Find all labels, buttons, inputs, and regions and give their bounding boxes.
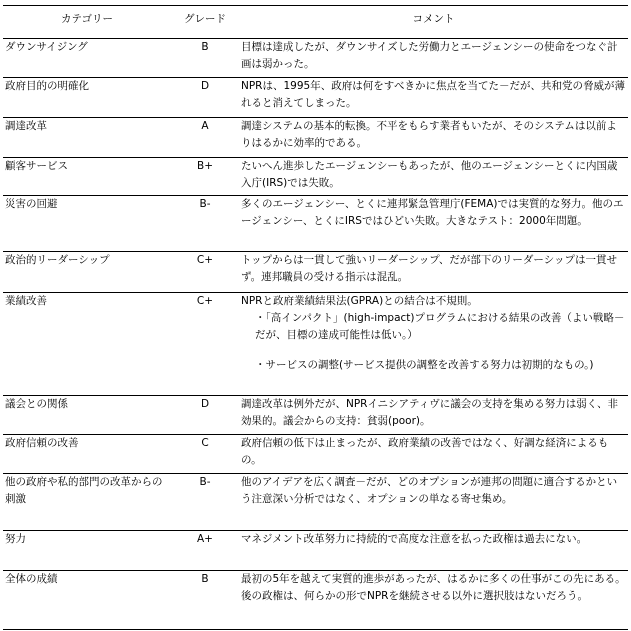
header-category: カテゴリー: [3, 6, 171, 39]
header-comment: コメント: [239, 6, 628, 39]
header-row: [3, 6, 628, 39]
comment-subitem: ・「高インパクト」(high-impact)プログラムにおける結果の改善（よい戦略－だが、目標の達成可能性は低い。）: [255, 312, 625, 341]
category-cell: 災害の回避: [3, 196, 171, 252]
table-row: [3, 435, 628, 474]
comment-cell: たいへん進歩したエージェンシーもあったが、他のエージェンシーとくに内国歳入庁(IRS)では失敗。: [239, 158, 628, 196]
table-row: [3, 252, 628, 293]
table-row: [3, 531, 628, 571]
category-cell: ダウンサイジング: [3, 39, 171, 78]
category-cell: 政府信頼の改善: [3, 435, 171, 474]
grade-cell: B+: [171, 158, 239, 196]
grade-cell: B-: [171, 474, 239, 531]
table-row: [3, 158, 628, 196]
category-cell: 政治的リーダーシップ: [3, 252, 171, 293]
comment-cell: 目標は達成したが、ダウンサイズした労働力とエージェンシーの使命をつなぐ計画は弱かった。: [239, 39, 628, 78]
category-cell: 調達改革: [3, 118, 171, 158]
grade-cell: A+: [171, 531, 239, 571]
comment-cell: NPRは、1995年、政府は何をすべきかに焦点を当てた－だが、共和党の脅威が薄れると消えてしまった。: [239, 78, 628, 118]
category-cell: 政府目的の明確化: [3, 78, 171, 118]
comment-cell: マネジメント改革努力に持続的で高度な注意を払った政権は過去にない。: [239, 531, 628, 571]
comment-cell: 多くのエージェンシー、とくに連邦緊急管理庁(FEMA)では実質的な努力。他のエージェンシー、とくにIRSではひどい失敗。大きなテスト：2000年問題。: [239, 196, 628, 252]
grade-cell: D: [171, 78, 239, 118]
comment-cell: [239, 293, 628, 396]
comment-cell: 調達改革は例外だが、NPRイニシアティヴに議会の支持を集める努力は弱く、非効果的。議会からの支持：貧弱(poor)。: [239, 396, 628, 435]
comment-text: NPRと政府業績結果法(GPRA)との結合は不規則。: [241, 295, 478, 307]
grade-cell: B: [171, 39, 239, 78]
grade-table: [3, 5, 628, 630]
table-row: [3, 474, 628, 531]
comment-cell: トップからは一貫して強いリーダーシップ、だが部下のリーダーシップは一貫せず。連邦職員の受ける指示は混乱。: [239, 252, 628, 293]
grade-cell: B-: [171, 196, 239, 252]
category-cell: 努力: [3, 531, 171, 571]
category-cell: 顧客サービス: [3, 158, 171, 196]
category-cell: 全体の成績: [3, 571, 171, 630]
table-row: [3, 78, 628, 118]
grade-cell: D: [171, 396, 239, 435]
comment-cell: 最初の5年を越えて実質的進歩があったが、はるかに多くの仕事がこの先にある。後の政権は、何らかの形でNPRを継続させる以外に選択肢はないだろう。: [239, 571, 628, 630]
table-row: [3, 293, 628, 396]
comment-cell: 他のアイデアを広く調査－だが、どのオプションが連邦の問題に適合するかという注意深い分析ではなく、オプションの単なる寄せ集め。: [239, 474, 628, 531]
grade-cell: A: [171, 118, 239, 158]
grade-cell: C: [171, 435, 239, 474]
table-row: [3, 571, 628, 630]
category-cell: 他の政府や私的部門の改革からの刺激: [3, 474, 171, 531]
category-cell: 業績改善: [3, 293, 171, 396]
table-row: [3, 196, 628, 252]
category-cell: 議会との関係: [3, 396, 171, 435]
grade-cell: C+: [171, 293, 239, 396]
comment-cell: 調達システムの基本的転換。不平をもらす業者もいたが、そのシステムは以前よりはるかに効率的である。: [239, 118, 628, 158]
grade-cell: C+: [171, 252, 239, 293]
table-row: [3, 39, 628, 78]
table-row: [3, 118, 628, 158]
grade-cell: B: [171, 571, 239, 630]
comment-subitem: ・サービスの調整(サービス提供の調整を改善する努力は初期的なもの。): [255, 359, 594, 371]
comment-cell: 政府信頼の低下は止まったが、政府業績の改善ではなく、好調な経済によるもの。: [239, 435, 628, 474]
table-row: [3, 396, 628, 435]
header-grade: グレード: [171, 6, 239, 39]
